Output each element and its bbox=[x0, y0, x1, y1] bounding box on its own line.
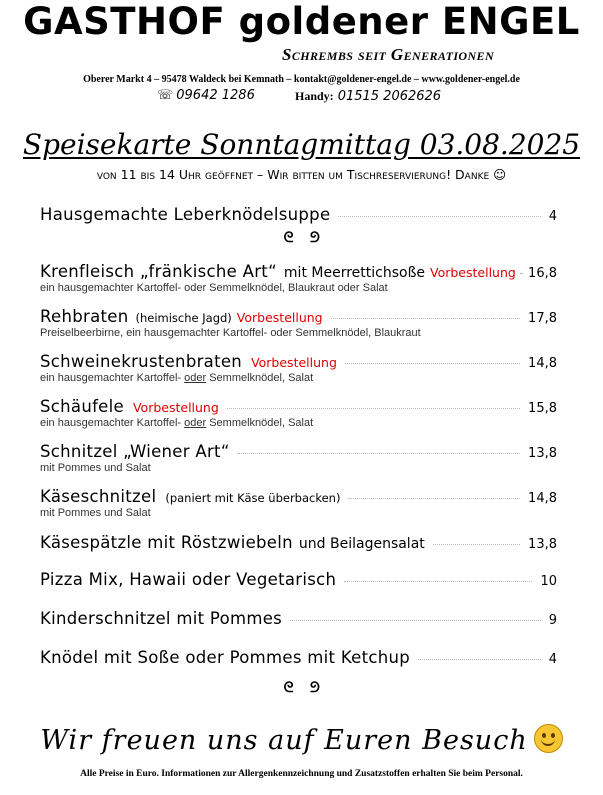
item-note: (paniert mit Käse überbacken) bbox=[165, 491, 341, 505]
header-phone bbox=[157, 88, 255, 103]
header-subtitle: Schrembs seit Generationen bbox=[282, 45, 495, 64]
footer-note: Alle Preise in Euro. Informationen zur Allergenkennzeichnung und Zusatzstoffen erhalten Sie beim Personal. bbox=[80, 769, 523, 779]
item-name: Krenfleisch „fränkische Art“ bbox=[40, 262, 277, 281]
desc-underlined: oder bbox=[184, 417, 207, 429]
item-price: 14,8 bbox=[528, 491, 557, 506]
item-description bbox=[40, 372, 557, 384]
menu-item bbox=[40, 487, 557, 519]
dot-leader bbox=[433, 544, 520, 545]
telephone-icon: ☏ bbox=[157, 88, 174, 103]
item-name: Rehbraten bbox=[40, 307, 129, 326]
preorder-tag: Vorbestellung bbox=[132, 400, 219, 415]
header-address: Oberer Markt 4 – 95478 Waldeck bei Kemnath – kontakt@goldener-engel.de – www.goldener-engel.de bbox=[83, 74, 520, 85]
item-price: 17,8 bbox=[528, 311, 557, 326]
dot-leader bbox=[290, 620, 541, 621]
item-price: 15,8 bbox=[528, 401, 557, 416]
phone-number: 09642 1286 bbox=[176, 88, 255, 103]
ornament-left-icon: ᘓ bbox=[283, 230, 294, 246]
menu-item bbox=[40, 397, 557, 429]
dot-leader bbox=[345, 363, 520, 364]
ornament-divider bbox=[0, 230, 603, 246]
item-name: Pizza Mix, Hawaii oder Vegetarisch bbox=[40, 570, 337, 589]
menu-item bbox=[40, 205, 557, 224]
dot-leader bbox=[331, 318, 520, 319]
desc-part: Semmelknödel, Salat bbox=[206, 417, 314, 429]
menu-item bbox=[40, 533, 557, 552]
item-name: Schäufele bbox=[40, 397, 124, 416]
item-name: Hausgemachte Leberknödelsuppe bbox=[40, 205, 331, 224]
menu-item bbox=[40, 648, 557, 667]
item-name: Schweinekrustenbraten bbox=[40, 352, 243, 371]
preorder-tag: Vorbestellung bbox=[430, 265, 516, 280]
ornament-right-icon: ᘓ bbox=[309, 680, 320, 696]
item-description: mit Pommes und Salat bbox=[40, 462, 151, 474]
desc-part: ein hausgemachter Kartoffel- bbox=[40, 372, 185, 384]
menu-item bbox=[40, 609, 557, 628]
item-price: 16,8 bbox=[528, 266, 557, 281]
menu-item bbox=[40, 442, 557, 474]
mobile-label: Handy: bbox=[295, 89, 334, 103]
item-price: 4 bbox=[548, 652, 557, 667]
dot-leader bbox=[344, 581, 532, 582]
ornament-left-icon: ᘓ bbox=[283, 680, 294, 696]
item-name: Schnitzel „Wiener Art“ bbox=[40, 442, 230, 461]
desc-part: ein hausgemachter Kartoffel- bbox=[40, 417, 185, 429]
mobile-number: 01515 2062626 bbox=[337, 89, 442, 104]
item-name: Käseschnitzel bbox=[40, 487, 157, 506]
item-price: 14,8 bbox=[528, 356, 557, 371]
footer-message-text: Wir freuen uns auf Euren Besuch bbox=[40, 725, 528, 756]
ornament-right-icon: ᘓ bbox=[309, 230, 320, 246]
menu-title: Speisekarte Sonntagmittag 03.08.2025 bbox=[22, 128, 581, 161]
item-description: Preiselbeerbirne, ein hausgemachter Kartoffel- oder Semmelknödel, Blaukraut bbox=[40, 327, 421, 339]
dot-leader bbox=[338, 216, 540, 217]
item-price: 4 bbox=[548, 209, 557, 224]
item-price: 10 bbox=[540, 574, 557, 589]
item-name: Kinderschnitzel mit Pommes bbox=[40, 609, 283, 628]
header-mobile bbox=[295, 89, 441, 104]
header-title: GASTHOF goldener ENGEL bbox=[23, 0, 580, 43]
item-note: (heimische Jagd) bbox=[135, 311, 232, 325]
dot-leader bbox=[418, 659, 541, 660]
item-description: ein hausgemachter Kartoffel- oder Semmelknödel, Blaukraut oder Salat bbox=[40, 282, 388, 294]
item-price: 9 bbox=[548, 613, 557, 628]
item-price: 13,8 bbox=[528, 446, 557, 461]
item-description: mit Pommes und Salat bbox=[40, 507, 151, 519]
item-price: 13,8 bbox=[528, 537, 557, 552]
preorder-tag: Vorbestellung bbox=[251, 355, 337, 370]
ornament-divider bbox=[0, 680, 603, 696]
menu-item bbox=[40, 352, 557, 384]
item-note: mit Meerrettichsoße bbox=[283, 265, 425, 281]
menu-hours: von 11 bis 14 Uhr geöffnet – Wir bitten um Tischreservierung! Danke ☺ bbox=[96, 167, 507, 182]
item-note: und Beilagensalat bbox=[298, 536, 425, 552]
menu-item bbox=[40, 307, 557, 339]
dot-leader bbox=[520, 273, 522, 274]
dot-leader bbox=[238, 453, 520, 454]
item-name: Knödel mit Soße oder Pommes mit Ketchup bbox=[40, 648, 411, 667]
smiley-icon bbox=[534, 724, 563, 753]
dot-leader bbox=[227, 408, 520, 409]
dot-leader bbox=[348, 498, 520, 499]
desc-part: Semmelknödel, Salat bbox=[206, 372, 314, 384]
desc-underlined: oder bbox=[184, 372, 207, 384]
preorder-tag: Vorbestellung bbox=[236, 310, 323, 325]
menu-item bbox=[40, 262, 557, 294]
item-name: Käsespätzle mit Röstzwiebeln bbox=[40, 533, 293, 552]
footer-message bbox=[0, 724, 603, 756]
item-description bbox=[40, 417, 557, 429]
menu-item bbox=[40, 570, 557, 589]
